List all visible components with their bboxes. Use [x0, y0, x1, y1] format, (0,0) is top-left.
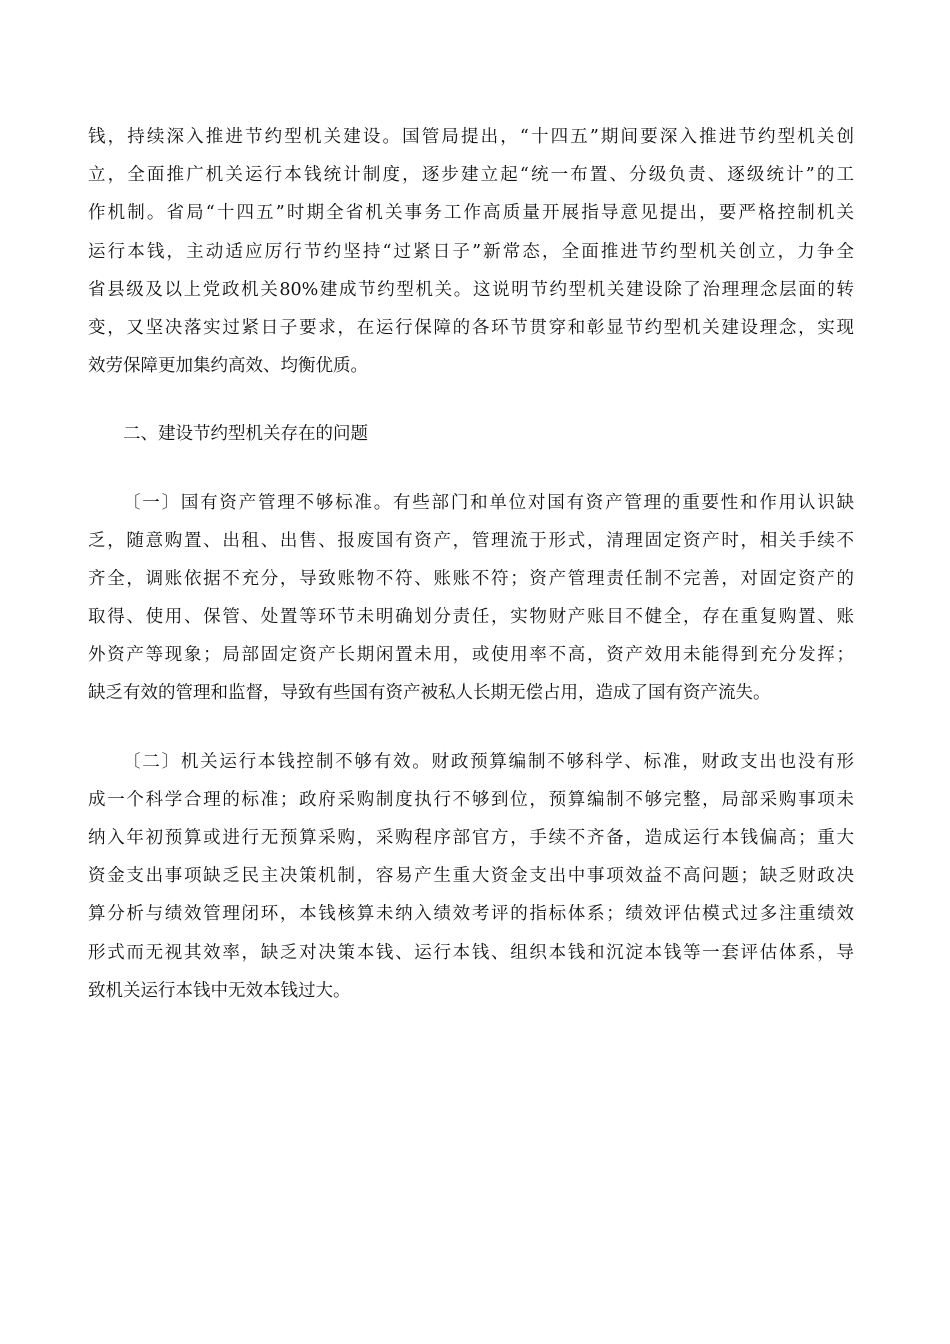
paragraph-gap — [88, 454, 854, 484]
text-line: 立，全面推广机关运行本钱统计制度，逐步建立起“统一布置、分级负责、逐级统计”的工 — [88, 165, 854, 186]
paragraph-1 — [88, 484, 854, 713]
text-line: 形式而无视其效率，缺乏对决策本钱、运行本钱、组织本钱和沉淀本钱等一套评估体系，导 — [88, 942, 854, 963]
text-line: 齐全，调账依据不充分，导致账物不符、账账不符；资产管理责任制不完善，对固定资产的 — [88, 568, 854, 589]
text-line: 算分析与绩效管理闭环，本钱核算未纳入绩效考评的指标体系；绩效评估模式过多注重绩效 — [88, 904, 854, 925]
text-line: 钱，持续深入推进节约型机关建设。国管局提出，“十四五”期间要深入推进节约型机关创 — [88, 127, 854, 147]
text-line: 运行本钱，主动适应厉行节约坚持“过紧日子”新常态，全面推进节约型机关创立，力争全 — [88, 241, 854, 262]
paragraph-intro — [88, 118, 854, 385]
text-line: 致机关运行本钱中无效本钱过大。 — [88, 980, 351, 1001]
text-line: 〔一〕国有资产管理不够标准。有些部门和单位对国有资产管理的重要性和作用认识缺 — [123, 492, 854, 513]
text-line: 纳入年初预算或进行无预算采购，采购程序部官方，手续不齐备，造成运行本钱偏高；重大 — [88, 828, 854, 848]
text-line: 外资产等现象；局部固定资产长期闲置未用，或使用率不高，资产效用未能得到充分发挥； — [88, 645, 854, 666]
paragraph-gap — [88, 713, 854, 743]
text-line: 省县级及以上党政机关80%建成节约型机关。这说明节约型机关建设除了治理理念层面的转 — [88, 279, 854, 300]
paragraph-gap — [88, 385, 854, 415]
text-line: 乏，随意购置、出租、出售、报废国有资产，管理流于形式，清理固定资产时，相关手续不 — [88, 530, 854, 551]
text-line: 〔二〕机关运行本钱控制不够有效。财政预算编制不够科学、标准，财政支出也没有形 — [123, 751, 854, 772]
text-line: 资金支出事项缺乏民主决策机制，容易产生重大资金支出中事项效益不高问题；缺乏财政决 — [88, 866, 854, 887]
text-line: 效劳保障更加集约高效、均衡优质。 — [88, 356, 368, 377]
paragraph-2 — [88, 743, 854, 1010]
section-heading: 二、建设节约型机关存在的问题 — [123, 424, 368, 445]
document-body — [88, 118, 854, 1010]
text-line: 取得、使用、保管、处置等环节未明确划分责任，实物财产账目不健全，存在重复购置、账 — [88, 607, 854, 628]
text-line: 成一个科学合理的标准；政府采购制度执行不够到位，预算编制不够完整，局部采购事项未 — [88, 789, 854, 810]
text-line: 缺乏有效的管理和监督，导致有些国有资产被私人长期无偿占用，造成了国有资产流失。 — [88, 683, 771, 704]
text-line: 作机制。省局“十四五”时期全省机关事务工作高质量开展指导意见提出，要严格控制机关 — [88, 203, 854, 224]
text-line: 变，又坚决落实过紧日子要求，在运行保障的各环节贯穿和彰显节约型机关建设理念，实现 — [88, 317, 854, 338]
